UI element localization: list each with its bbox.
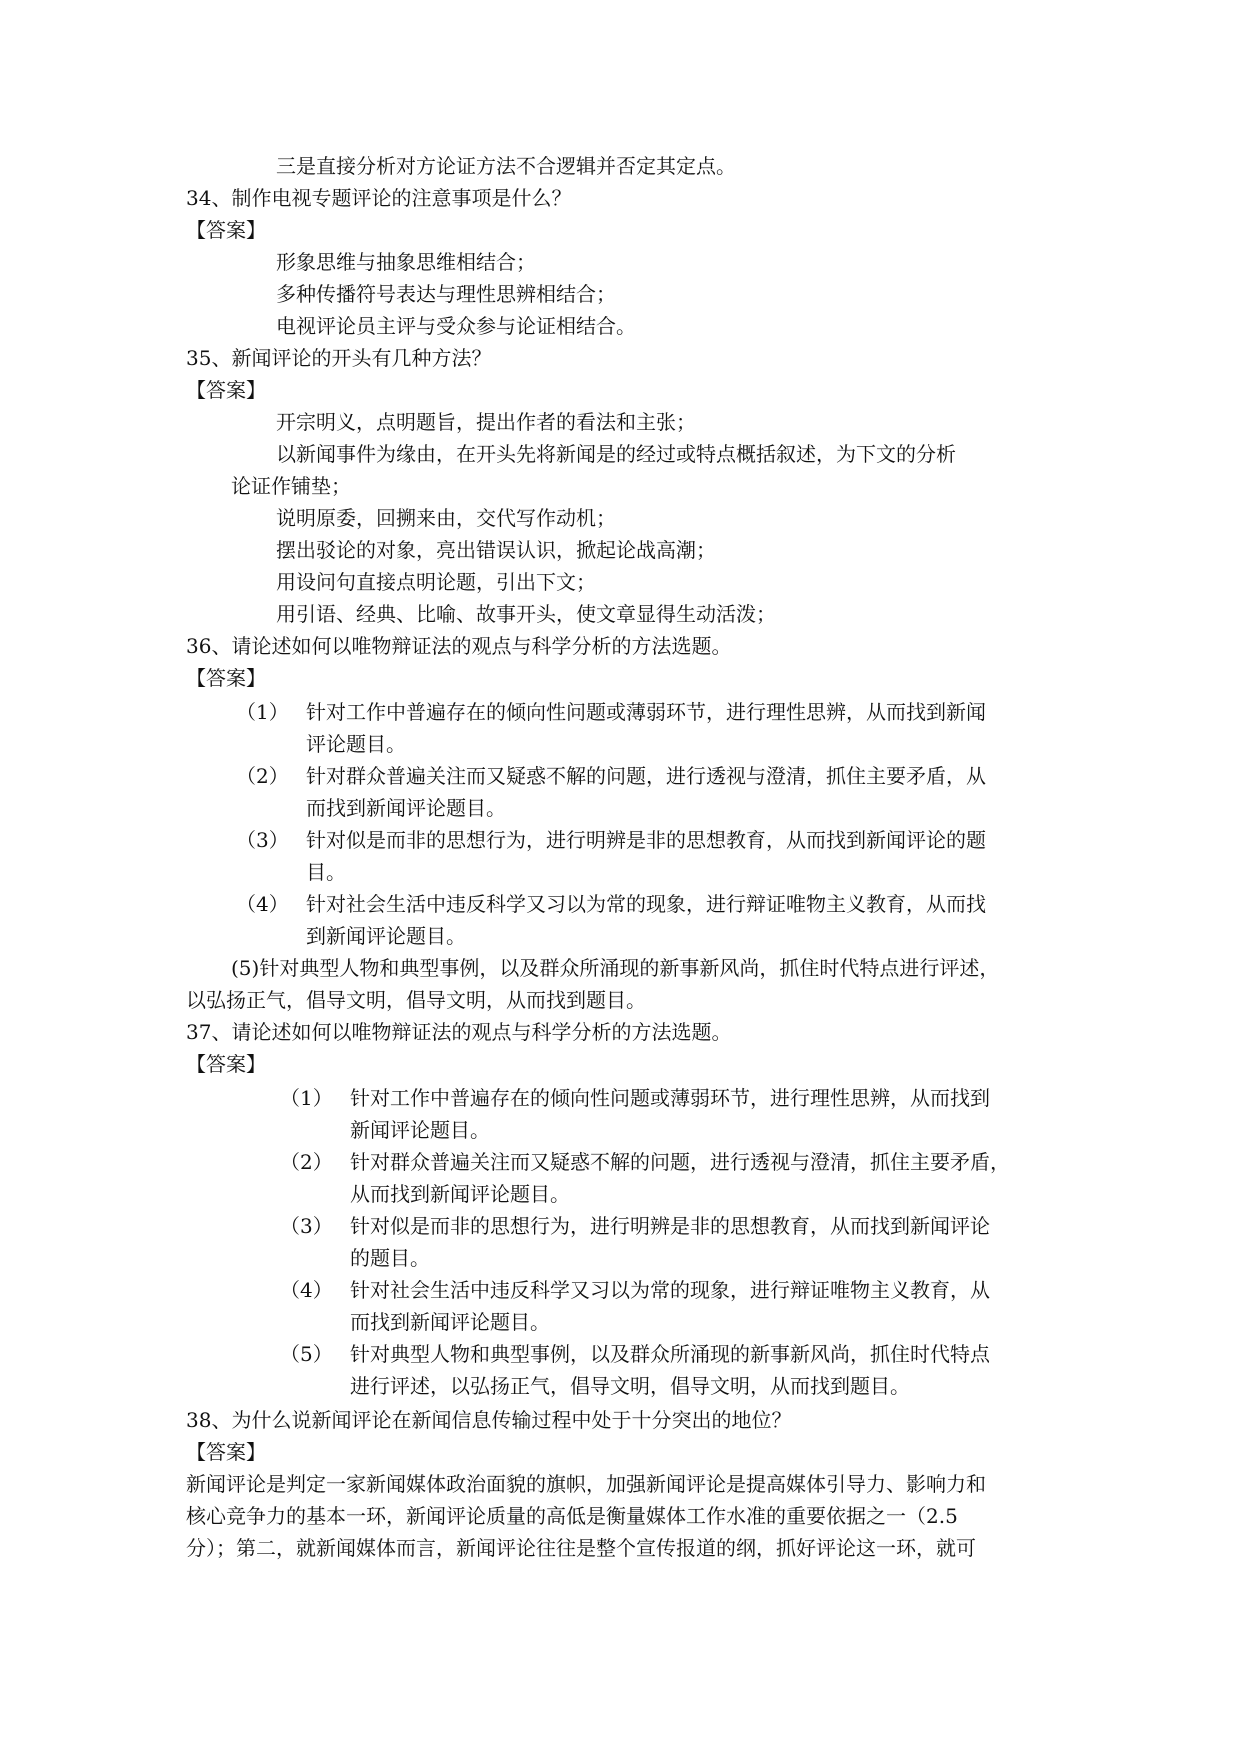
question-38: 38、为什么说新闻评论在新闻信息传输过程中处于十分突出的地位？ <box>186 1408 792 1432</box>
list-item: 目。 <box>306 860 346 884</box>
answer-line: 核心竞争力的基本一环，新闻评论质量的高低是衡量媒体工作水准的重要依据之一（2.5 <box>186 1504 958 1528</box>
answer-label: 【答案】 <box>186 1052 266 1076</box>
list-number: （4） <box>236 892 289 916</box>
list-item: 而找到新闻评论题目。 <box>306 796 506 820</box>
list-number: （1） <box>236 700 289 724</box>
list-item: 针对群众普遍关注而又疑惑不解的问题，进行透视与澄清，抓住主要矛盾， <box>350 1150 1010 1174</box>
answer-line: 开宗明义，点明题旨，提出作者的看法和主张； <box>276 410 696 434</box>
answer-line: 三是直接分析对方论证方法不合逻辑并否定其定点。 <box>276 154 736 178</box>
question-35: 35、新闻评论的开头有几种方法？ <box>186 346 492 370</box>
answer-label: 【答案】 <box>186 1440 266 1464</box>
list-item: 针对社会生活中违反科学又习以为常的现象，进行辩证唯物主义教育，从 <box>350 1278 990 1302</box>
question-37: 37、请论述如何以唯物辩证法的观点与科学分析的方法选题。 <box>186 1020 732 1044</box>
list-number: （3） <box>236 828 289 852</box>
list-item: 针对似是而非的思想行为，进行明辨是非的思想教育，从而找到新闻评论的题 <box>306 828 986 852</box>
list-item: 评论题目。 <box>306 732 406 756</box>
list-item: 新闻评论题目。 <box>350 1118 490 1142</box>
answer-label: 【答案】 <box>186 378 266 402</box>
answer-line: 论证作铺垫； <box>231 474 351 498</box>
list-item: 针对群众普遍关注而又疑惑不解的问题，进行透视与澄清，抓住主要矛盾，从 <box>306 764 986 788</box>
question-36: 36、请论述如何以唯物辩证法的观点与科学分析的方法选题。 <box>186 634 732 658</box>
answer-line: 以新闻事件为缘由，在开头先将新闻是的经过或特点概括叙述，为下文的分析 <box>276 442 956 466</box>
list-number: （4） <box>280 1278 333 1302</box>
answer-line: 说明原委，回搠来由，交代写作动机； <box>276 506 616 530</box>
list-item: (5)针对典型人物和典型事例，以及群众所涌现的新事新风尚，抓住时代特点进行评述， <box>231 956 1000 980</box>
answer-line: 摆出驳论的对象，亮出错误认识，掀起论战高潮； <box>276 538 716 562</box>
answer-line: 用引语、经典、比喻、故事开头，使文章显得生动活泼； <box>276 602 776 626</box>
answer-line: 新闻评论是判定一家新闻媒体政治面貌的旗帜，加强新闻评论是提高媒体引导力、影响力和 <box>186 1472 986 1496</box>
list-number: （2） <box>280 1150 333 1174</box>
list-item: 从而找到新闻评论题目。 <box>350 1182 570 1206</box>
list-item: 针对典型人物和典型事例，以及群众所涌现的新事新风尚，抓住时代特点 <box>350 1342 990 1366</box>
list-item: 而找到新闻评论题目。 <box>350 1310 550 1334</box>
answer-line: 多种传播符号表达与理性思辨相结合； <box>276 282 616 306</box>
list-item: 进行评述，以弘扬正气，倡导文明，倡导文明，从而找到题目。 <box>350 1374 910 1398</box>
answer-line: 电视评论员主评与受众参与论证相结合。 <box>276 314 636 338</box>
list-item: 针对社会生活中违反科学又习以为常的现象，进行辩证唯物主义教育，从而找 <box>306 892 986 916</box>
list-number: （3） <box>280 1214 333 1238</box>
list-item: 到新闻评论题目。 <box>306 924 466 948</box>
question-34: 34、制作电视专题评论的注意事项是什么？ <box>186 186 572 210</box>
list-item: 针对似是而非的思想行为，进行明辨是非的思想教育，从而找到新闻评论 <box>350 1214 990 1238</box>
answer-label: 【答案】 <box>186 666 266 690</box>
list-item: 针对工作中普遍存在的倾向性问题或薄弱环节，进行理性思辨，从而找到 <box>350 1086 990 1110</box>
list-number: （1） <box>280 1086 333 1110</box>
list-number: （5） <box>280 1342 333 1366</box>
list-item: 针对工作中普遍存在的倾向性问题或薄弱环节，进行理性思辨，从而找到新闻 <box>306 700 986 724</box>
list-item: 以弘扬正气，倡导文明，倡导文明，从而找到题目。 <box>186 988 646 1012</box>
list-item: 的题目。 <box>350 1246 430 1270</box>
answer-label: 【答案】 <box>186 218 266 242</box>
answer-line: 形象思维与抽象思维相结合； <box>276 250 536 274</box>
list-number: （2） <box>236 764 289 788</box>
answer-line: 分）；第二，就新闻媒体而言，新闻评论往往是整个宣传报道的纲，抓好评论这一环，就可 <box>186 1536 976 1560</box>
answer-line: 用设问句直接点明论题，引出下文； <box>276 570 596 594</box>
